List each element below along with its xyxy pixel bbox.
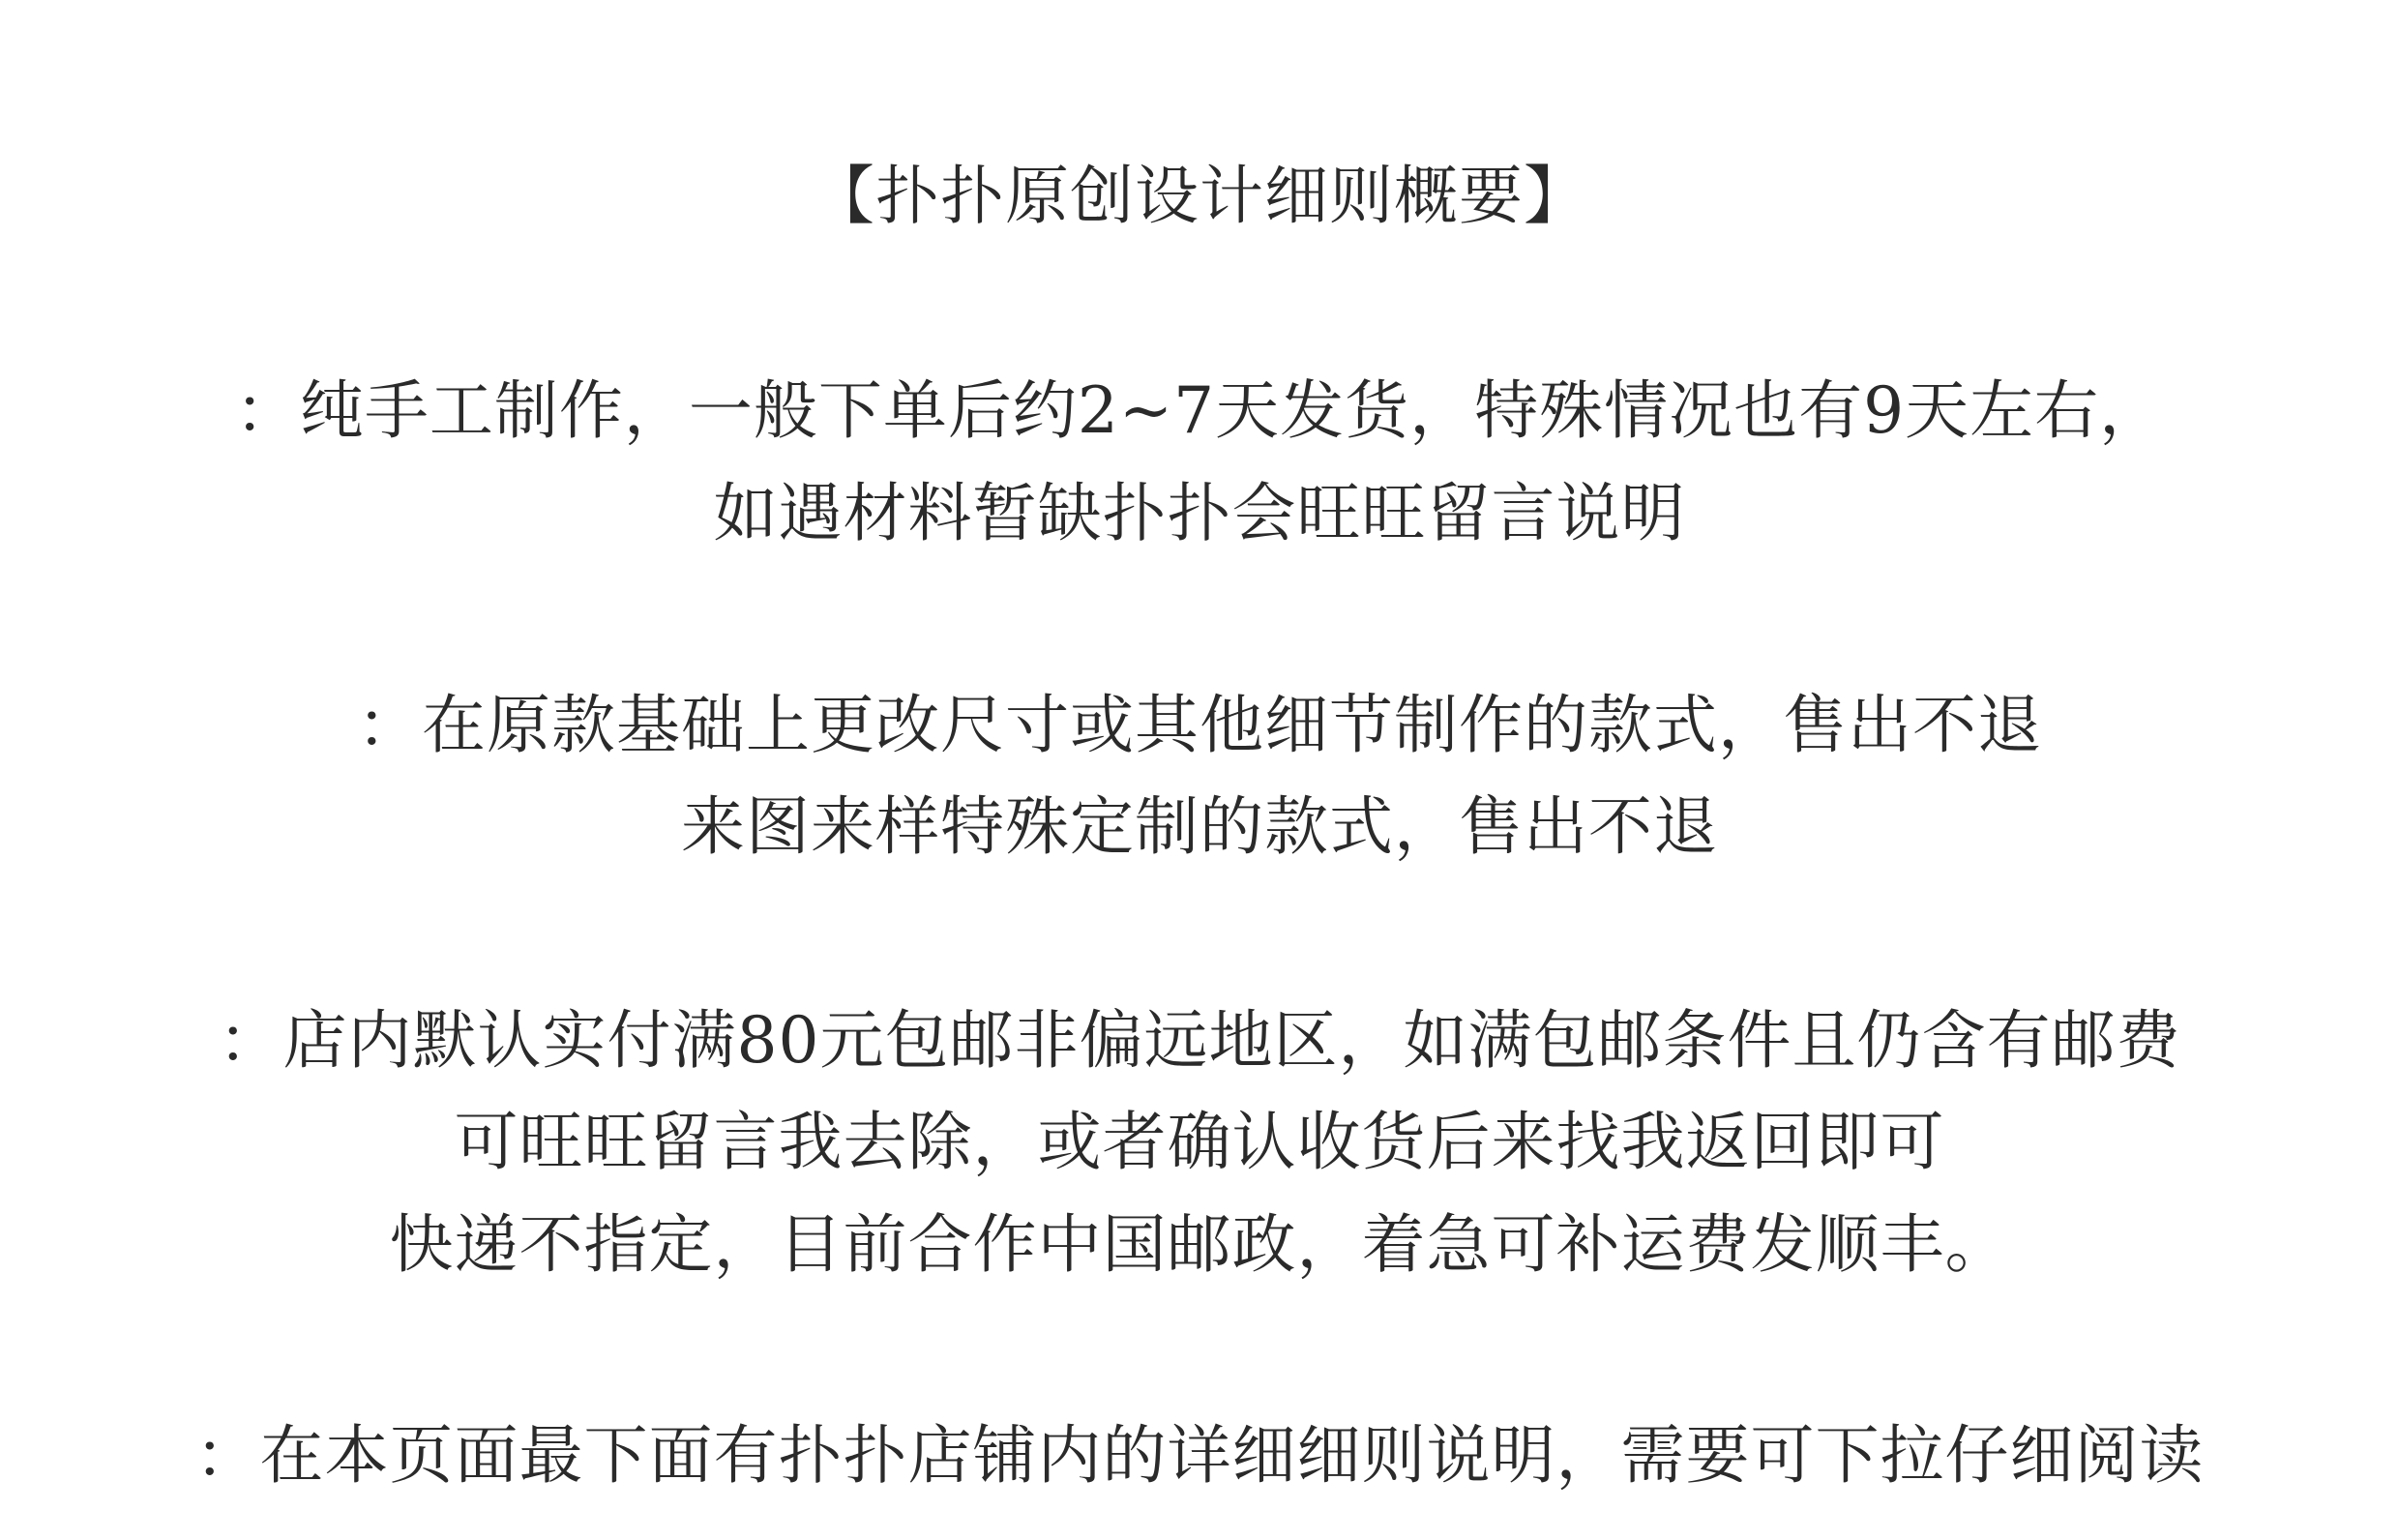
section-line: ：纯手工制作，一般下单后约2~7天发货，特殊情况也有9天左右， [234,373,2165,448]
section-line: 如遇材料暂缺扑扑会旺旺留言说明 [713,476,1686,550]
section-line: ：在本页面最下面有扑扑店铺内的详细细则说明，需要可下拉仔细阅读 [194,1418,2205,1493]
section-line: ：在原款基础上更改尺寸或其他细节制作的款式，售出不退 [357,688,2042,762]
section-line: ：店内默认实付满80元包邮非偏远地区，如满包邮条件且仍含有邮费 [218,1003,2181,1078]
document-title: 【扑扑原创设计细则概要】 [811,159,1588,233]
section-line: 快递不指定，目前合作中国邮政，着急可补运费发顺丰。 [389,1207,2010,1282]
section-line: 可旺旺留言我去除，或者确认收货后来找我返回即可 [454,1105,1945,1179]
section-line: 来图来样特殊定制的款式，售出不退 [681,789,1718,864]
